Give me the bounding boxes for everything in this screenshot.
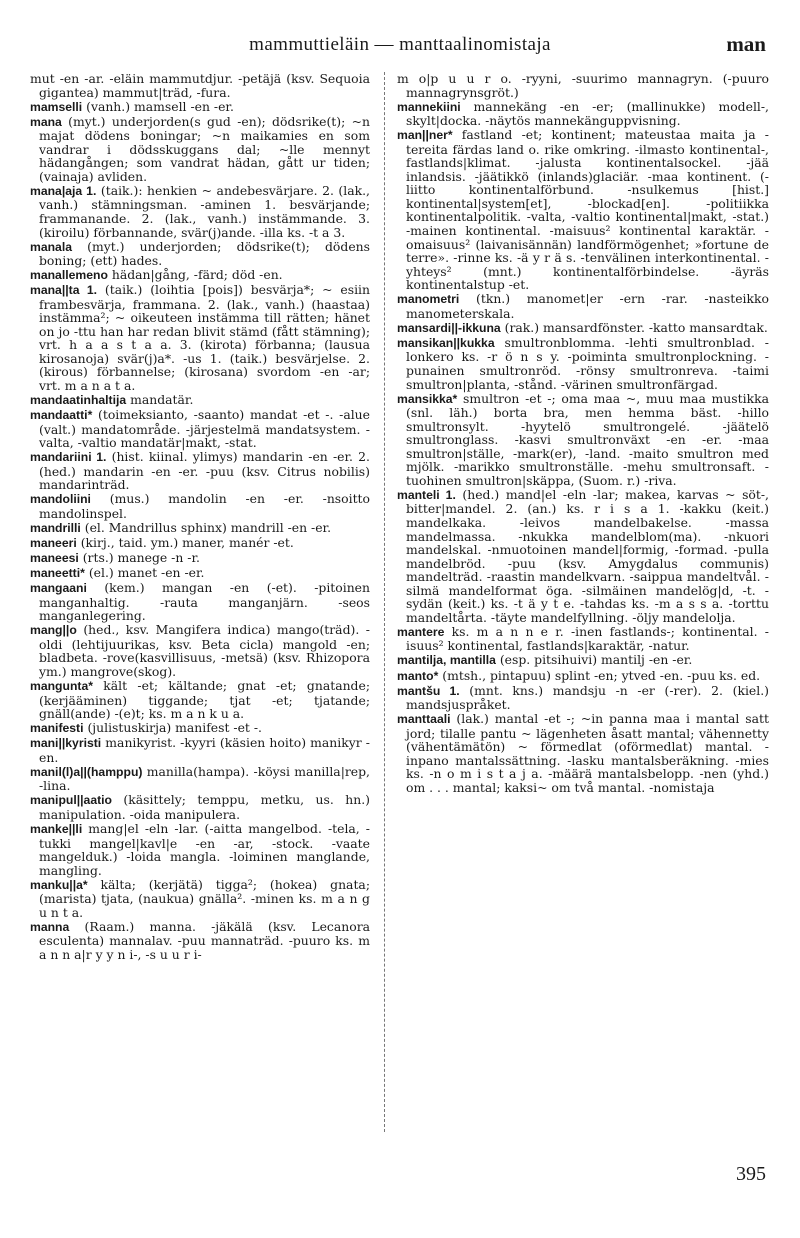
entry-definition: mandatär. [126, 392, 194, 408]
entry-definition: manilla(hampa). -köysi manilla|rep, -lina. [39, 763, 370, 794]
dictionary-entry [397, 321, 769, 336]
dictionary-entry [30, 581, 370, 623]
page-number: 395 [736, 1163, 766, 1185]
entry-definition: (mus.) mandolin -en -er. -nsoitto mandolinspel. [39, 491, 370, 521]
headword: mang||o [30, 623, 77, 638]
dictionary-entry [397, 653, 769, 668]
headword: manku||a* [30, 877, 88, 892]
dictionary-entry [30, 408, 370, 450]
headword: manala [30, 239, 73, 254]
left-column [30, 72, 370, 962]
entry-definition: (lak.) mantal -et -; ~in panna maa i mantal satt jord; tilalle pantu ~ lägenheten åsatt mantal; vähennetty (vähentämätön) ~ förmedlat (oförmedlat) mantal. -inpano mantalssättning. -lasku mantalsberäkning. -mies ks. -n o m i s t a j a. -määrä mantalsbelopp. -nen (yhd.) om . . . mantal; kaksi~ om två mantal. -nomistaja [406, 711, 769, 795]
dictionary-entry [397, 292, 769, 320]
headword: mannekiini [397, 99, 461, 114]
entry-definition: (taik.): henkien ~ andebesvärjare. 2. (lak., vanh.) stämningsman. -aminen 1. besvärjande; frammanande. 2. (lak., vanh.) instämmande. 3. (kiroilu) förbannande, svär(j)ande. -illa ks. -t a 3. [39, 182, 370, 240]
column-divider [384, 72, 385, 1132]
headword: mana|aja 1. [30, 183, 97, 198]
headword: man||ner* [397, 128, 453, 143]
headword: mantšu 1. [397, 683, 460, 698]
page-header [32, 34, 768, 64]
entry-definition: (taik.) (loihtia [pois]) besvärja*; ~ esiin frambesvärja, frammana. 2. (lak., vanh.) (haastaa) instämma²; ~ oikeuteen instämma till rätten; hänet on jo -ttu han har redan blivit stämd (fått stämning); vrt. h a a s t a a. 3. (kirota) förbanna; (lausua kirosanoja) svär(j)a*. -us 1. (taik.) besvärjelse. 2. (kirous) förbannelse; (kirosana) svordom -en -ar; vrt. m a n a t a. [39, 282, 370, 394]
dictionary-entry [30, 393, 370, 408]
headword: mandrilli [30, 521, 81, 535]
entry-definition: (mtsh., pintapuu) splint -en; ytved -en. -puu ks. ed. [438, 667, 761, 683]
dictionary-entry [397, 712, 769, 794]
dictionary-entry [30, 721, 370, 736]
entry-definition: (vanh.) mamsell -en -er. [82, 98, 234, 114]
dictionary-entry [30, 72, 370, 99]
headword: maneesi [30, 551, 79, 566]
dictionary-entry [30, 878, 370, 920]
dictionary-entry [30, 765, 370, 793]
entry-definition: (kem.) mangan -en (-et). -pitoinen manganhaltig. -rauta manganjärn. -seos manganlegering. [39, 580, 370, 624]
entry-definition: (myt.) underjorden; dödsrike(t); dödens boning; (ett) hades. [39, 238, 370, 269]
dictionary-entry [397, 392, 769, 488]
entry-definition: m o|p u u r o. -ryyni, -suurimo mannagryn. (-puuro mannagrynsgröt.) [397, 71, 769, 100]
headword: mandaatinhaltija [30, 393, 127, 408]
dictionary-entry [30, 679, 370, 721]
headword: mansikka* [397, 391, 458, 406]
entry-definition: (hed., ksv. Mangifera indica) mango(träd). -oldi (lehtijuurikas, ksv. Beta cicla) mangold -en; bladbeta. -rove(kasvillisuus, -metsä) (ksv. Rhizopora ym.) mangrove(skog). [39, 622, 370, 679]
headword: mandoliini [30, 492, 91, 507]
entry-definition: (tkn.) manomet|er -ern -rar. -nasteikko manometerskala. [406, 291, 769, 321]
dictionary-entry [397, 488, 769, 624]
right-column [397, 72, 769, 795]
dictionary-entry [397, 684, 769, 712]
headword: maneetti* [30, 566, 85, 581]
dictionary-entry [30, 536, 370, 551]
dictionary-entry [30, 736, 370, 764]
dictionary-entry [30, 551, 370, 566]
entry-definition: (toimeksianto, -saanto) mandat -et -. -alue (valt.) mandatområde. -järjestelmä mandatsystem. -valta, -valtio mandatär|makt, -stat. [39, 407, 370, 451]
entry-definition: (käsittely; temppu, metku, us. hn.) manipulation. -oida manipulera. [39, 792, 370, 822]
running-title: mammuttieläin — manttaalinomistaja [249, 34, 551, 55]
headword: manna [30, 919, 70, 934]
headword: manallemeno [30, 268, 108, 283]
dictionary-entry [30, 566, 370, 581]
entry-definition: (rak.) mansardfönster. -katto mansardtak. [500, 319, 768, 335]
headword: manipul||aatio [30, 793, 112, 808]
entry-definition: kält -et; kältande; gnat -et; gnatande; (kerjääminen) tiggande; tjat -et; tjatande; gnäll(ande) -(e)t; ks. m a n k u a. [39, 678, 370, 722]
dictionary-entry [30, 920, 370, 962]
entry-definition: mang|el -eln -lar. (-aitta mangelbod. -tela, -tukki mangel|kavl|e -en -ar, -stock. -vaate mangelduk.) -loida mangla. -loiminen manglande, mangling. [39, 820, 370, 878]
headword: mana||ta 1. [30, 283, 97, 298]
dictionary-entry [397, 669, 769, 684]
dictionary-entry [30, 492, 370, 520]
entry-definition: (Raam.) manna. -jäkälä (ksv. Lecanora esculenta) mannalav. -puu mannaträd. -puuro ks. m a n n a|r y y n i-, -s u u r i- [39, 918, 370, 962]
headword: manttaali [397, 712, 451, 727]
headword: mangunta* [30, 679, 93, 694]
entry-definition: smultron -et -; oma maa ~, muu maa mustikka (snl. läh.) borta bra, men hemma bäst. -hillo smultronsylt. -hyytelö smultrongelé. -jäätelö smultronglass. -kasvi smultronväxt -en -er. -maa smultron|ställe, -mark(er), -land. -maito smultron med mjölk. -marikko smultronställe. -mehu smultronsaft. -tuohinen smultron|skäppa, (Suom. r.) -riva. [406, 390, 769, 488]
headword: manifesti [30, 721, 84, 736]
entry-definition: fastland -et; kontinent; mateustaa maita ja -tereita färdas land o. rike omkring. -ilmasto kontinental-, fastlands|klimat. -jalusta kontinentalsockel. -jää inlandsis. -jäätikkö (inlands)glaciär. -maa kontinent. (-liitto kontinentalförbund. -nsulkemus [hist.] kontinental|system[et], -blockad[en]. -politiikka kontinentalpolitik. -valta, -valtio kontinental|makt, -stat.) -mainen kontinental. -maisuus² kontinental karaktär. -omaisuus² (laivanisännän) landförmögenhet; »fortune de terre». -rinne ks. -ä y r ä s. -tenvälinen interkontinental. -yhteys² (mnt.) kontinentalförbindelse. -äyräs kontinentalstup -et. [406, 127, 769, 293]
dictionary-entry [30, 115, 370, 184]
headword: mansikan||kukka [397, 335, 495, 350]
entry-definition: mannekäng -en -er; (mallinukke) modell-, skylt|docka. -näytös mannekänguppvisning. [406, 98, 769, 129]
headword: manometri [397, 292, 460, 307]
headword: manteli 1. [397, 487, 456, 502]
headword: manto* [397, 668, 439, 683]
headword: maneeri [30, 536, 77, 551]
entry-definition: (julistuskirja) manifest -et -. [83, 720, 262, 736]
entry-definition: (rts.) manege -n -r. [78, 550, 200, 566]
dictionary-entry [397, 72, 769, 99]
dictionary-entry [397, 100, 769, 128]
dictionary-entry [30, 450, 370, 492]
headword: mandariini 1. [30, 450, 107, 465]
headword: mani||kyristi [30, 736, 102, 751]
entry-definition: (kirj., taid. ym.) maner, manér -et. [76, 535, 294, 551]
entry-definition: smultronblomma. -lehti smultronblad. -lonkero ks. -r ö n s y. -poiminta smultronplockning. -punainen smultronröd. -rönsy smultronreva. -taimi smultron|planta, -stånd. -värinen smultronfärgad. [406, 334, 769, 392]
headword: manil(l)a||(hamppu) [30, 764, 143, 779]
entry-definition: hädan|gång, -färd; död -en. [107, 267, 283, 283]
headword: mandaatti* [30, 408, 93, 423]
entry-definition: kälta; (kerjätä) tigga²; (hokea) gnata; (marista) tjata, (naukua) gnälla². -minen ks. m a n g u n t a. [39, 876, 370, 920]
dictionary-entry [30, 240, 370, 268]
entry-definition: mut -en -ar. -eläin mammutdjur. -petäjä (ksv. Sequoia gigantea) mammut|träd, -fura. [30, 71, 370, 100]
entry-definition: ks. m a n n e r. -inen fastlands-; kontinental. -isuus² kontinental, fastlands|karaktär, -natur. [406, 623, 769, 654]
dictionary-entry [397, 128, 769, 292]
entry-definition: (hed.) mand|el -eln -lar; makea, karvas ~ söt-, bitter|mandel. 2. (an.) ks. r i s a 1. -kakku (keit.) mandelkaka. -leivos mandelbakelse. -massa mandelmassa. -nkukka mandelblom(ma). -nkuori mandelskal. -nmuotoinen mandel|formig, -formad. -pulla mandelbröd. -puu (ksv. Amygdalus communis) mandelträd. -raastin mandelkvarn. -saippua mandeltvål. -silmä mandelformat öga. -silmäinen mandelög|d, -t. -sydän (keit.) ks. -t ä y t e. -tahdas ks. -m a s s a. -torttu mandeltårta. -täyte mandelfyllning. -öljy mandelolja. [406, 486, 769, 625]
dictionary-entry [30, 283, 370, 392]
headword: mantilja, mantilla [397, 653, 496, 668]
entry-definition: (el.) manet -en -er. [84, 565, 205, 581]
dictionary-entry [30, 793, 370, 821]
guide-word: man [726, 32, 766, 56]
dictionary-entry [30, 623, 370, 678]
entry-definition: manikyrist. -kyyri (käsien hoito) manikyr -en. [39, 735, 370, 765]
headword: mangaani [30, 581, 87, 596]
dictionary-entry [30, 268, 370, 283]
dictionary-entry [397, 625, 769, 653]
headword: mantere [397, 624, 445, 639]
headword: mana [30, 114, 62, 129]
headword: mansardi||-ikkuna [397, 320, 501, 335]
dictionary-entry [397, 336, 769, 391]
entry-definition: (myt.) underjorden(s gud -en); dödsrike(t); ~n majat dödens boningar; ~n maikamies en som vandrar i dödsskuggans dal; ~lle mennyt hädangången; som vandrat hädan, gått ur tiden; (vainaja) avliden. [39, 113, 370, 184]
entry-definition: (hist. kiinal. ylimys) mandarin -en -er. 2. (hed.) mandarin -en -er. -puu (ksv. Citrus nobilis) mandarinträd. [39, 449, 370, 493]
dictionary-entry [30, 184, 370, 239]
headword: mamselli [30, 99, 83, 114]
entry-definition: (esp. pitsihuivi) mantilj -en -er. [495, 652, 693, 668]
dictionary-entry [30, 100, 370, 115]
entry-definition: (mnt. kns.) mandsju -n -er (-rer). 2. (kiel.) mandsjuspråket. [406, 682, 769, 713]
dictionary-entry [30, 822, 370, 877]
entry-definition: (el. Mandrillus sphinx) mandrill -en -er. [80, 520, 332, 535]
headword: manke||li [30, 821, 83, 836]
dictionary-entry [30, 521, 370, 536]
